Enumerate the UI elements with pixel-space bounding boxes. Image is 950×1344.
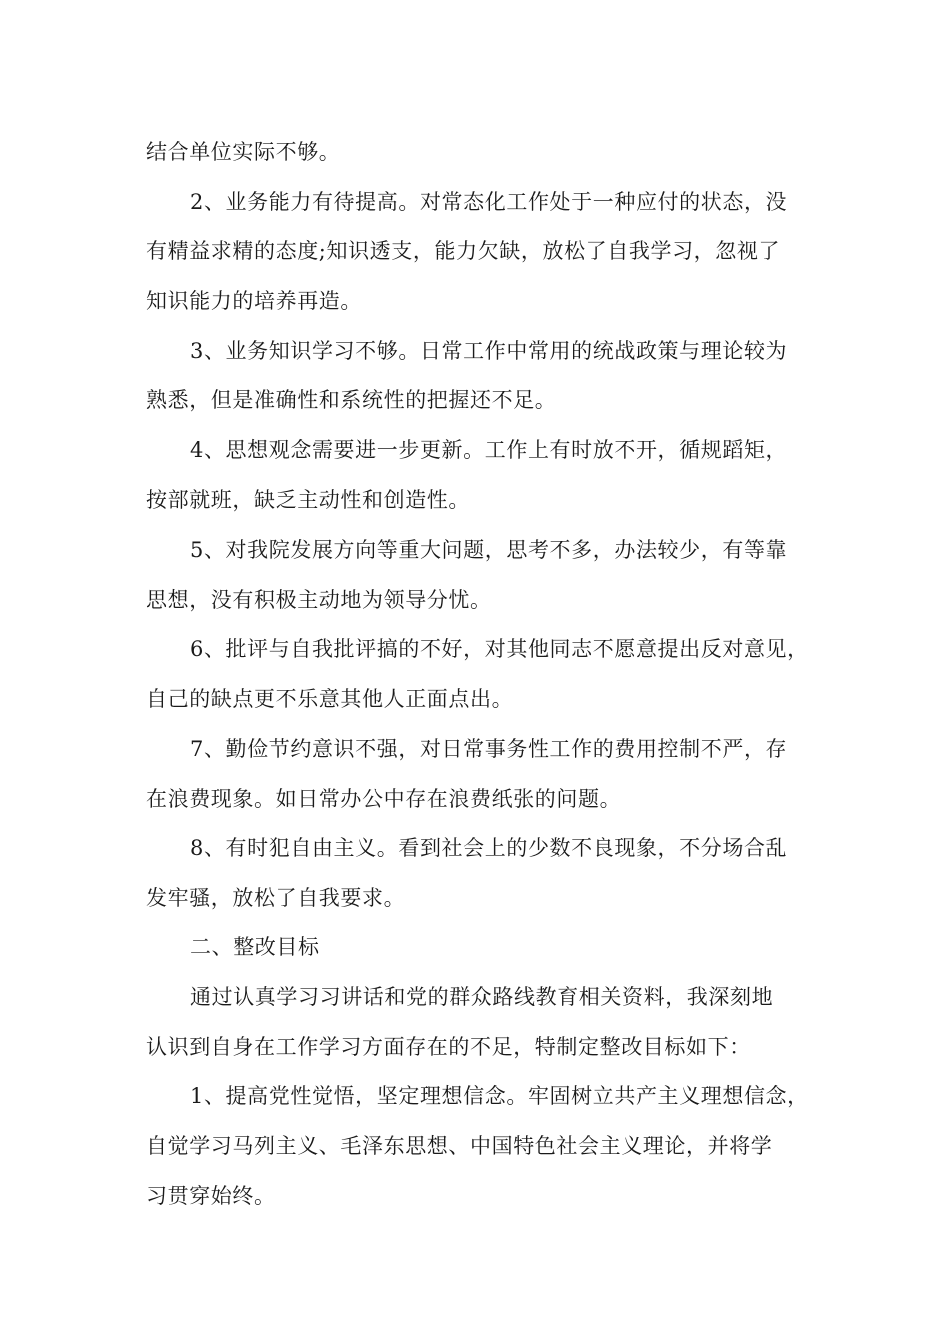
text-line: 1、提高党性觉悟，坚定理想信念。牢固树立共产主义理想信念， bbox=[190, 1084, 809, 1108]
text-line: 有精益求精的态度;知识透支，能力欠缺，放松了自我学习，忽视了 bbox=[146, 239, 781, 263]
text-line: 在浪费现象。如日常办公中存在浪费纸张的问题。 bbox=[146, 787, 622, 811]
text-line: 5、对我院发展方向等重大问题，思考不多，办法较少，有等靠 bbox=[190, 538, 788, 562]
text-line: 8、有时犯自由主义。看到社会上的少数不良现象，不分场合乱 bbox=[190, 836, 788, 860]
text-line: 熟悉，但是准确性和系统性的把握还不足。 bbox=[146, 388, 557, 412]
text-line: 思想，没有积极主动地为领导分忧。 bbox=[146, 588, 492, 612]
text-line: 认识到自身在工作学习方面存在的不足，特制定整改目标如下： bbox=[146, 1035, 751, 1059]
text-line: 自觉学习马列主义、毛泽东思想、中国特色社会主义理论，并将学 bbox=[146, 1134, 773, 1158]
text-line: 发牢骚，放松了自我要求。 bbox=[146, 886, 406, 910]
text-line: 3、业务知识学习不够。日常工作中常用的统战政策与理论较为 bbox=[190, 339, 788, 363]
text-line: 知识能力的培养再造。 bbox=[146, 289, 362, 313]
text-line: 7、勤俭节约意识不强，对日常事务性工作的费用控制不严，存 bbox=[190, 737, 788, 761]
text-line: 自己的缺点更不乐意其他人正面点出。 bbox=[146, 687, 514, 711]
text-line: 结合单位实际不够。 bbox=[146, 140, 341, 164]
text-line: 2、业务能力有待提高。对常态化工作处于一种应付的状态，没 bbox=[190, 190, 788, 214]
text-line: 按部就班，缺乏主动性和创造性。 bbox=[146, 488, 470, 512]
section-heading: 二、整改目标 bbox=[190, 935, 320, 959]
text-line: 6、批评与自我批评搞的不好，对其他同志不愿意提出反对意见， bbox=[190, 637, 809, 661]
text-line: 习贯穿始终。 bbox=[146, 1184, 276, 1208]
text-line: 通过认真学习习讲话和党的群众路线教育相关资料，我深刻地 bbox=[190, 985, 774, 1009]
text-line: 4、思想观念需要进一步更新。工作上有时放不开，循规蹈矩， bbox=[190, 438, 788, 462]
